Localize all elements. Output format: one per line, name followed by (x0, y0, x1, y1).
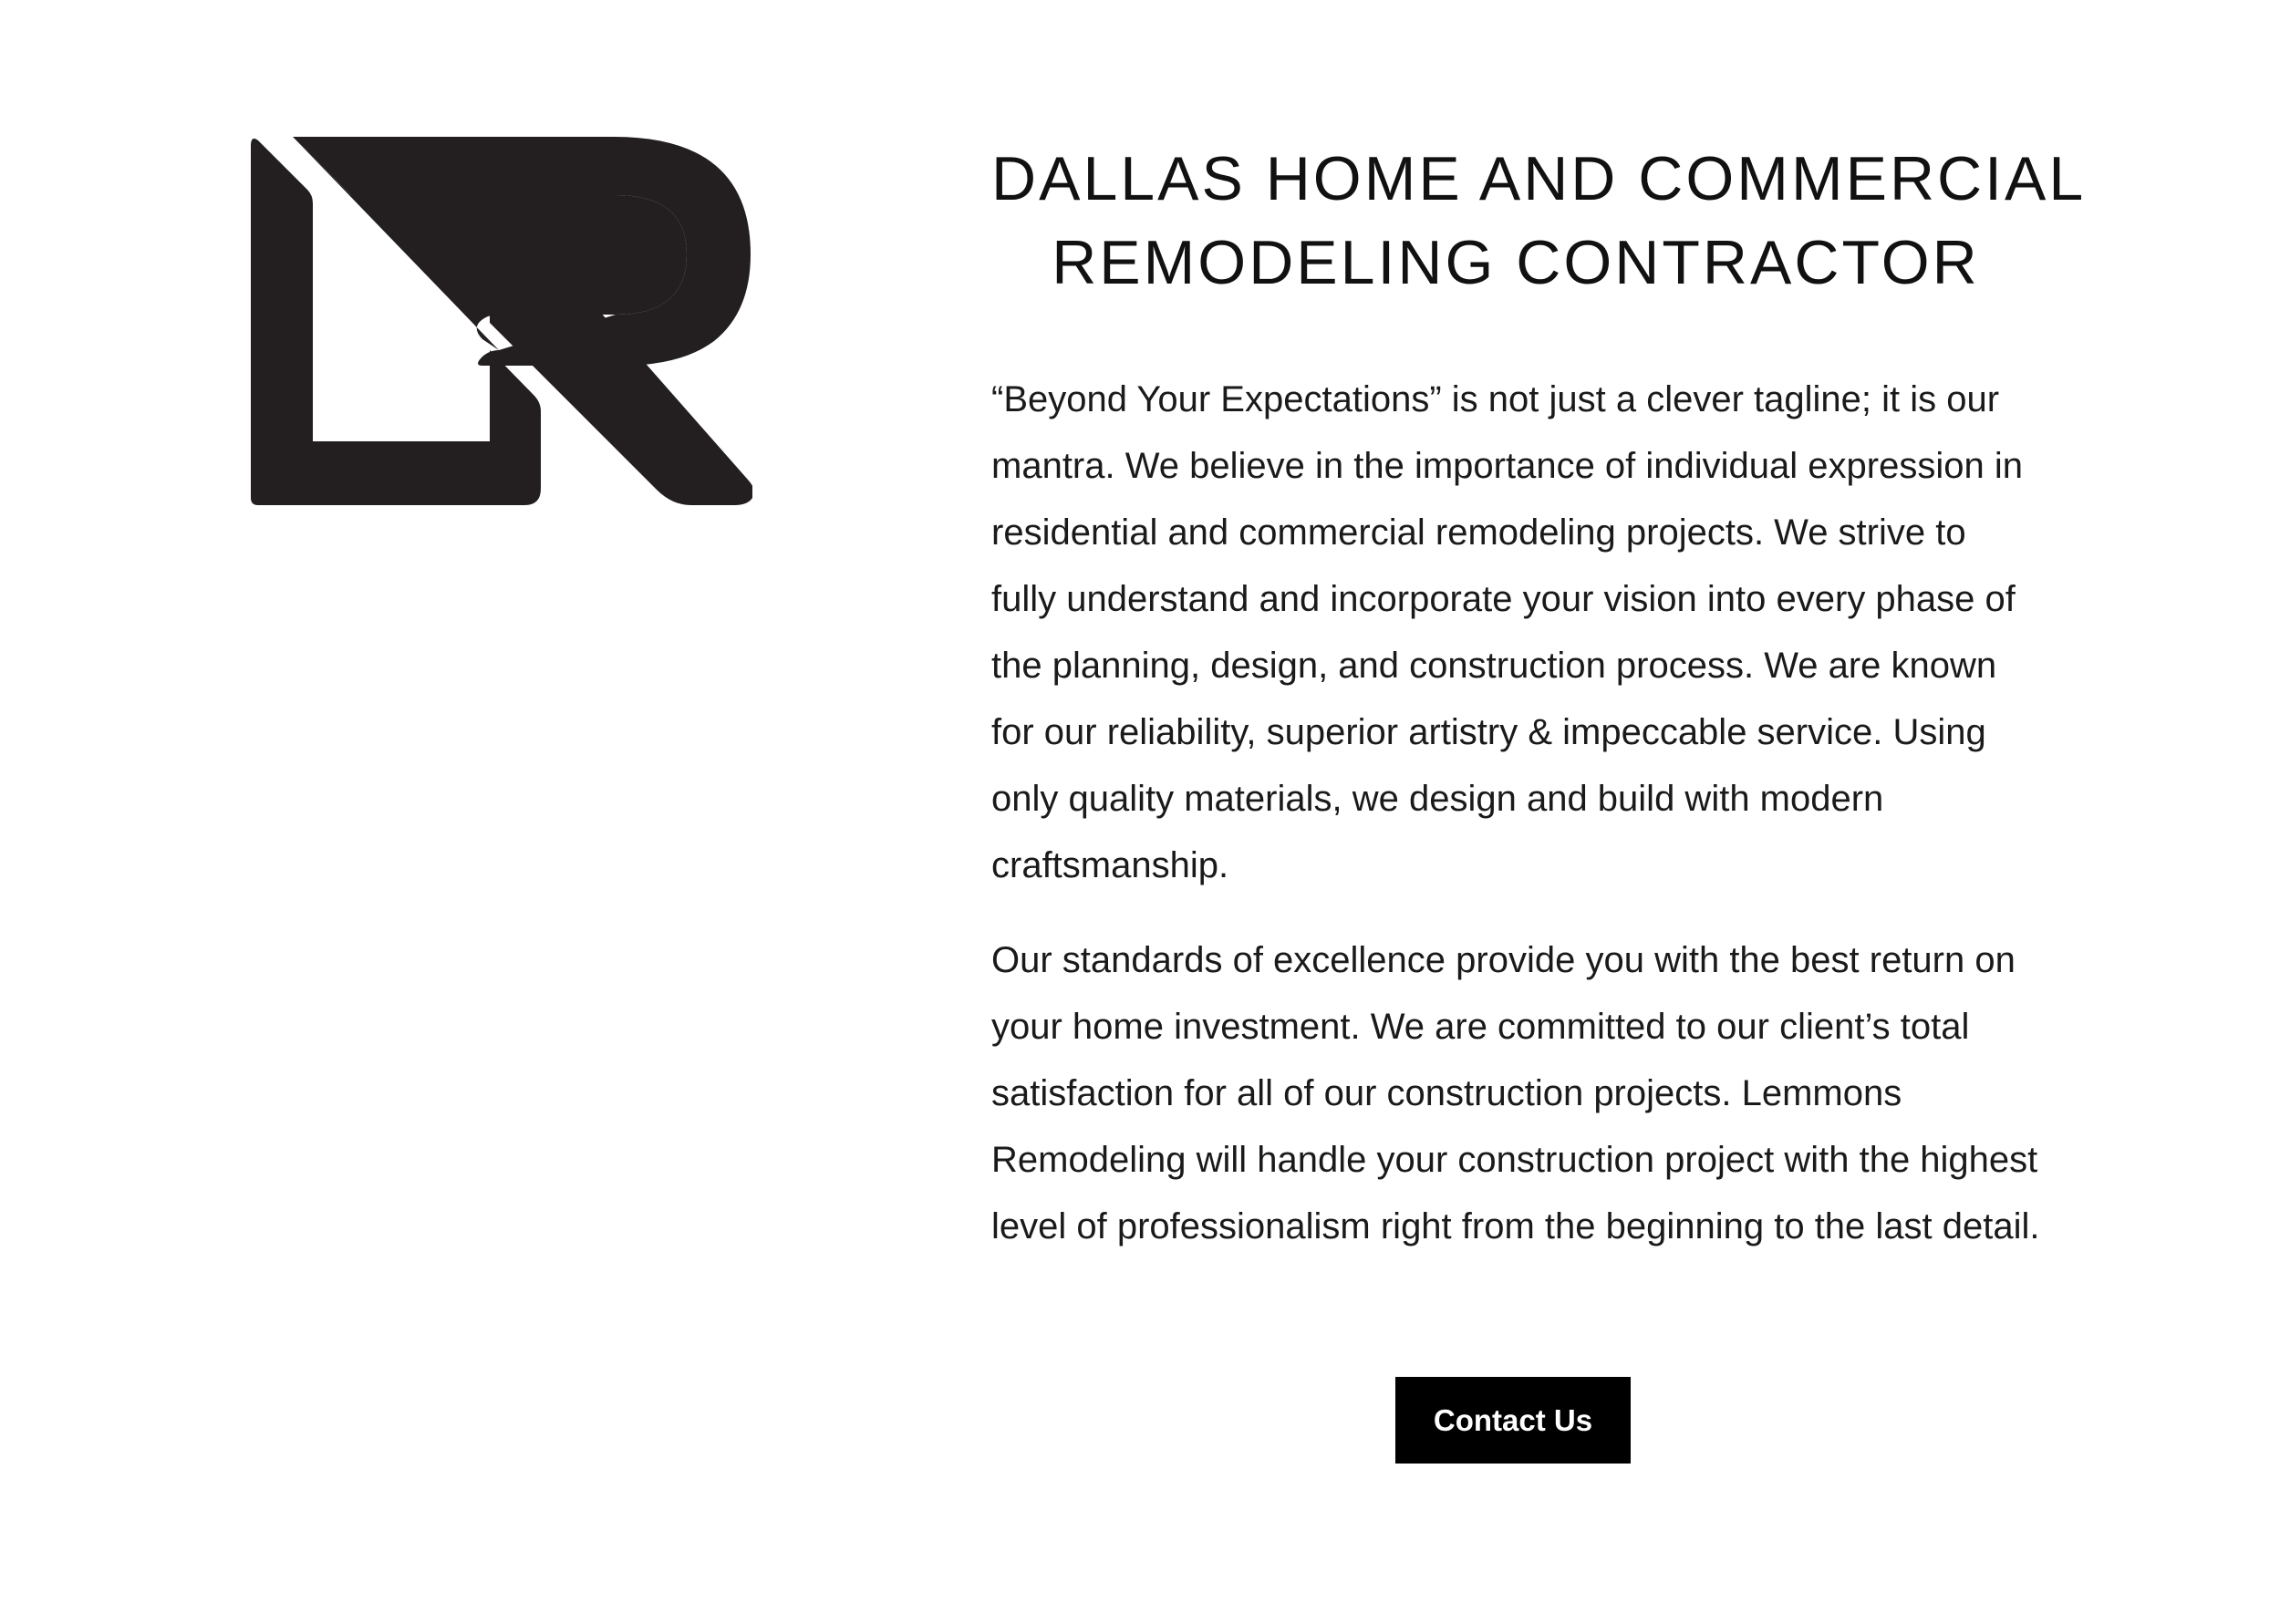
standards-paragraph: Our standards of excellence provide you with the best return on your home investment. We are committed to our client’s total satisfaction for all of our construction projects. Lemmons Remodeling will handle your construction project with the highest level of professionalism right from the beginning to the last detail. (991, 940, 2040, 1246)
intro-paragraph: “Beyond Your Expectations” is not just a clever tagline; it is our mantra. We believe in the importance of individual expression in residential and commercial remodeling projects. We strive to fully understand and incorporate your vision into every phase of the planning, design, and construction process. We are known for our reliability, superior artistry & impeccable service. Using only quality materials, we design and build with modern craftsmanship. (991, 379, 2023, 885)
page-title-line-2: REMODELING CONTRACTOR (1052, 228, 1980, 297)
lr-logo[interactable] (251, 133, 752, 512)
page-title-line-1: DALLAS HOME AND COMMERCIAL (991, 144, 2087, 213)
lr-monogram-icon (251, 133, 752, 512)
cta-container (1395, 1377, 1631, 1464)
page-title (991, 137, 2087, 305)
main-content (991, 137, 2087, 1260)
contact-us-button[interactable]: Contact Us (1395, 1377, 1631, 1464)
